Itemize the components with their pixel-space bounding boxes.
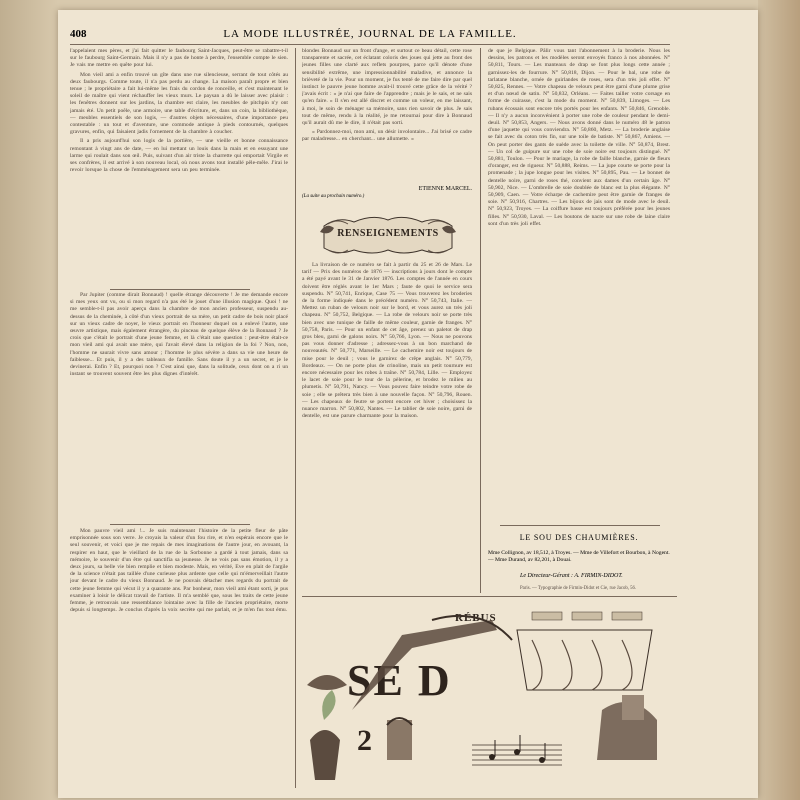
- paragraph: blondes Bonnaud sur un front d'ange, et surtout ce beau détail, cette rose transparente et sacrée, cet éclatant coloris des joues qui jette au front des jeunes filles une clarté aux reflets pourpres, parce qu'il dénote d'une sensibilité extrême, une impressionnabilité maladive, et annonce la brièveté de la vie. Pour un moment, je fus tenté de me faire dire par quel instinct le pauvre jeune homme avait-il trouvé cette grâce de la vérité ? j'avais écrit : « je n'ai que faire de l'apprendre ; mais je le sais, et ne sais qu'en faire. » Il s'en est allé discret et comme un voleur, en me laissant, à moi, le soin de ménager sa mémoire, sans rien savoir de plus. Je sais tout de même, rendu à la réalité, je me retournai pour dire à Bonnaud qu'il aurait dû me le dire, il n'était pas sorti.: [302, 48, 472, 127]
- column-1-text: [70, 48, 288, 288]
- column-1-text-b: [70, 292, 288, 522]
- paragraph: « Pardonnez-moi, mon ami, un désir involontaire... J'ai brisé ce cadre par maladresse... en cherchant... une allumette. »: [302, 129, 472, 143]
- section-divider: [302, 596, 677, 597]
- chimney-icon: [622, 695, 644, 720]
- page-number: 408: [70, 28, 87, 40]
- director-line: Le Directeur-Gérant : A. FIRMIN-DIDOT.: [520, 573, 623, 579]
- column-1-text-c: [70, 528, 288, 786]
- paragraph: Il a pris aujourd'hui son logis de la portière, — une vieille et bonne connaissance remontant à vingt ans de date, — en lui mettant un louis dans la main et en essuyant une larme qui roulait dans son œil. Puis, suivant d'un air triste la charrette qui emportait Virgile et ses confrères, il est arrivé à son nouveau local, où nous avons tout installé pêle-mêle. J'irai le revoir lorsque la chose de l'emménagement sera un peu terminée.: [70, 138, 288, 174]
- section-divider: [500, 525, 660, 526]
- journal-title: LA MODE ILLUSTRÉE, JOURNAL DE LA FAMILLE.: [223, 28, 517, 40]
- renseignements-text: [302, 262, 472, 592]
- plant-icon: [322, 690, 335, 720]
- chair-icon: [387, 720, 412, 760]
- author-signature: ETIENNE MARCEL.: [418, 186, 472, 192]
- paragraph: La livraison de ce numéro se fait à partir du 25 et 26 de Mars. Le tarif — Prix des numéros de 1876 — inscriptions à jours dont le compte a été payé avant le 31 de Janvier 1876. Les comptes de l'année en cours doivent être réglés avant le 1er Mars ; faute de quoi le service sera suspendu. N° 50,741, Enrique, Case 75 — Vous trouverez les broderies de la forme indiquée dans le précédent numéro. N° 50,743, Italie. — Mettez un ruban de velours noir sur le bord, et vous aurez un très joli chapeau. N° 50,752, Belgique. — La robe de velours noir se porte très bien avec une tunique de faille de même couleur, garnie de franges. N° 50,758, Paris. — Pour un enfant de cet âge, prenez un paletot de drap gros bleu, garni de galons noirs. N° 50,766, Lyon. — Nous ne pouvons pas vous donner d'adresse ; adressez-vous à un bon marchand de nouveautés. N° 50,771, Marseille. — Le cachemire noir est toujours de mise pour le deuil ; vous le garnirez de crêpe anglais. N° 50,779, Bordeaux. — On ne porte plus de crinoline, mais un petit tournure est encore nécessaire pour les robes à traîne. N° 50,784, Lille. — Employez le lacet de soie pour le tour de la pèlerine, et brodez le milieu au plumetis. N° 50,791, Nancy. — Vous pouvez faire teindre votre robe de soie ; elle se prêtera très bien à une nouvelle façon. N° 50,796, Rouen. — Les chapeaux de feutre se portent encore cet hiver ; choisissez la nuance marron. N° 50,802, Nantes. — Le tablier de soie noire, garni de dentelle, est une parure charmante pour la maison.: [302, 262, 472, 420]
- paragraph: Mon vieil ami a enfin trouvé un gîte dans une rue silencieuse, serrant de tout côtés au deux faubourgs. Comme toute, il n'a pas perdu au change. La maison paraît propre et bien tenue ; le propriétaire a fait lui-même les frais du cordon de ronceille, et c'est maintenant le soleil de maître qui vient réchauffer les vieux murs. Le paysan a dû le laisser avec plaisir : les fenêtres donnent sur les jardins, la chambre est claire, les meubles de pitchpin n'y ont jamais été. Un petit poêle, une armoire, une table d'écriture, et, dans un coin, la bibliothèque, — meubles essentiels de son logis, — d'autres objets nécessaires, d'une importance peu contestable : un tout et d'aventure, une commode antique à pieds contournés, quelques gravures, enfin, qui faisaient jadis l'ornement de la chambre à coucher.: [70, 71, 288, 136]
- paragraph: de que je Belgique. Pâlir vous tant l'abonnement à la broderie. Nous les dessins, les patrons et les modèles seront envoyés franco à nos abonnées. N° 50,811, Tours. — Les manteaux de drap se font plus longs cette année ; garnissez-les de fourrure. N° 50,818, Dijon. — Pour le bal, une robe de tarlatane blanche, ornée de guirlandes de roses, sera d'un très joli effet. N° 50,825, Rennes. — Votre chapeau de velours peut être garni d'une plume grise et d'un nœud de satin. N° 50,832, Orléans. — Faites tailler votre corsage en forme de cuirasse, c'est la mode du moment. N° 50,839, Limoges. — Les rubans écossais sont encore très portés pour les enfants. N° 50,846, Grenoble. — Il n'y a aucun inconvénient à porter une robe de couleur pendant le demi-deuil. N° 50,853, Angers. — Nous avons donné dans le numéro 48 le patron d'une jaquette qui vous conviendra. N° 50,860, Metz. — La broderie anglaise se fait avec du coton très fin, sur une toile de batiste. N° 50,867, Amiens. — On peut porter des gants de suède avec la toilette de ville. N° 50,874, Brest. — Un col de guipure sur une robe de soie noire est toujours distingué. N° 50,881, Toulon. — Pour le mariage, la robe de faille blanche, garnie de fleurs d'oranger, est de rigueur. N° 50,888, Reims. — La jupe courte se porte pour la promenade ; la jupe longue pour les visites. N° 50,895, Pau. — Le bonnet de dentelle noire, garni de roses thé, convient aux dames d'un certain âge. N° 50,902, Nice. — L'ombrelle de soie doublée de blanc est la plus élégante. N° 50,909, Caen. — Votre écharpe de cachemire peut être garnie de franges de soie. N° 50,916, Chartres. — Les bijoux de jais sont de mode avec le deuil. N° 50,923, Troyes. — La coiffure basse est toujours préférée pour les jeunes filles. N° 50,930, Laval. — Les boutons de nacre sur une robe de laine claire sont d'un très joli effet.: [488, 48, 670, 227]
- paragraph: Mon pauvre vieil ami !... Je suis maintenant l'histoire de la petite fleur de pâte emprisonnée sous son verre. Je croyais la valeur d'un fou rire, et n'en espérais encore que le seul souvenir, et voici que je me repais de mes imaginations de l'autre jour, en avouant, la respirer en haut, que le vieillard de la rue de la Sorbonne a gardé à tout jamais, dans sa mémoire, le souvenir d'un être qui sanctifia sa jeunesse. Je ne vois pas sans émotion, il y a deux jours, sa belle vie bien remplie et bien modeste. Mais, en vérité, Eve en plait de l'argile de la science n'était pas taillée d'une curieuse plus ardente que celle qui m'émerveillait l'autre jour devant le cadre du vieux Bonnaud. Je ne pouvais détacher mes regards du portrait de cette jeune femme qui vécut il y a quarante ans. Par bonheur, mon vieil ami étant sorti, je pus examiner à loisir le délicat travail de l'artiste. Il m'a semblé que, sous les traits de cette jeune femme, je retrouvais une ressemblance lointaine avec la fille de l'ancien propriétaire, morte depuis si longtemps. Je conclus d'après la voix secrète qui me parlait, et je m'en fus tout ému.: [70, 528, 288, 614]
- rebus-letters-text: SE D: [347, 656, 452, 705]
- column-3-text: [488, 48, 670, 520]
- section-divider: [110, 524, 250, 525]
- sou-title: LE SOU DES CHAUMIÈRES.: [519, 533, 639, 542]
- continued-note: (La suite au prochain numéro.): [302, 194, 365, 199]
- rebus-number: 2: [357, 724, 372, 757]
- paragraph: Par Jupiter (comme dirait Bonnaud) ! quelle étrange découverte ! Je me demande encore si mes yeux ont vu, ou si mon regard n'a pas été le jouet d'une illusion magique. Quoi ! ne me semble-t-il pas avoir aperçu dans la chambre de mon ancien professeur, suspendu au-dessus de la cheminée, à côté d'un vieux portrait de sa mère, un petit cadre de bois noir placé sur un vieux cadre de noyer, le vieux portrait en l'honneur duquel on a enlevé l'autre, une œuvre artistique, mais également étrangère, du pinceau de quelque élève de la Bonnaud ? Je crois que c'était le portrait d'une jeune femme, et là c'était une question : peut-être était-ce mon vieil ami qui avait une mère, qui l'avait élevé dans la religion de la foi ? Non, non, l'homme ne saurait vivre sans amour ; l'homme le plus sévère a dans sa vie une heure de faiblesse... Et puis, il y a des tableaux de famille. Sans doute il y a un secret, et je le devinerai. Enfin ? Et, pourquoi non ? C'est ainsi que, dans la solitude, ceux dont on a ri un instant se trouvent souvent être les plus dignes d'intérêt.: [70, 292, 288, 378]
- page-header: [70, 26, 670, 45]
- section-title: RENSEIGNEMENTS: [337, 228, 439, 239]
- leaf-icon: [307, 675, 347, 690]
- rebus-title: RÉBUS: [455, 612, 497, 624]
- music-staff: [472, 735, 562, 765]
- rebus-illustration: [302, 600, 677, 786]
- paragraph: l'appelaient mes pères, et j'ai fait quitter le faubourg Saint-Jacques, peut-être se rabattre-t-il sur le faubourg Saint-Germain. Mais il n'y a pas de honte à perdre, l'ensemble compte le sien. Je vais me mettre en quête pour lui.: [70, 48, 288, 69]
- printer-line: Paris. — Typographie de Firmin-Didot et Cie, rue Jacob, 56.: [520, 586, 637, 591]
- column-rule: [480, 48, 481, 593]
- sou-text: Mme Collignon, av 18,512, à Troyes. — Mme de Villefort et Bourbon, à Nogent. — Mme Durand, av 82,201, à Douai.: [488, 550, 670, 563]
- column-2-text: [302, 48, 472, 198]
- price-tags: [532, 612, 642, 620]
- vase-icon: [310, 730, 340, 780]
- column-rule: [295, 48, 296, 788]
- section-divider: [110, 289, 250, 290]
